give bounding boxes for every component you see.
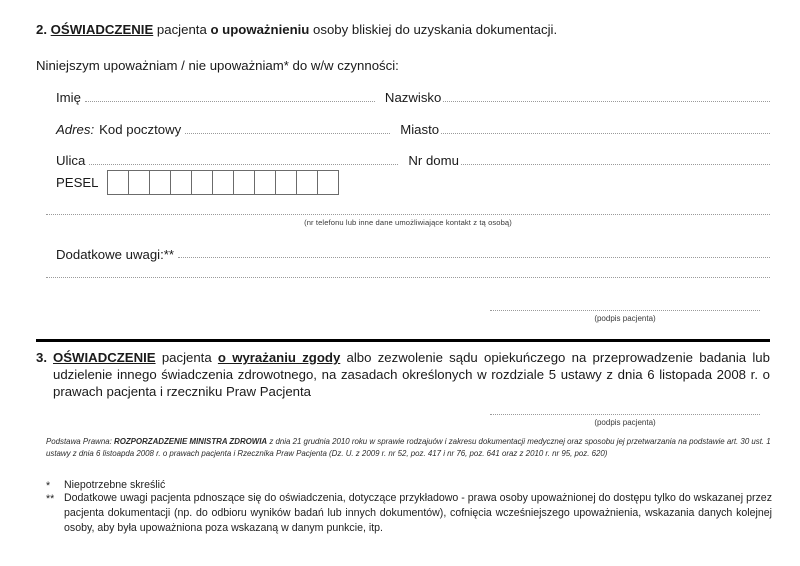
pesel-cell[interactable] bbox=[171, 171, 192, 194]
nr-domu-label: Nr domu bbox=[408, 153, 459, 169]
signature-caption-section-2: (podpis pacjenta) bbox=[594, 314, 656, 323]
dodatkowe-uwagi-input[interactable] bbox=[178, 257, 770, 258]
nr-domu-input[interactable] bbox=[461, 164, 770, 165]
field-row-name bbox=[56, 89, 770, 106]
nazwisko-input[interactable] bbox=[443, 101, 770, 102]
legal-act-name: ROZPORZADZENIE MINISTRA ZDROWIA bbox=[114, 437, 268, 446]
section-3-block bbox=[36, 350, 770, 401]
pesel-cell[interactable] bbox=[276, 171, 297, 194]
miasto-label: Miasto bbox=[400, 122, 440, 138]
kod-pocztowy-label: Kod pocztowy bbox=[99, 122, 182, 138]
pesel-cell[interactable] bbox=[108, 171, 129, 194]
miasto-input[interactable] bbox=[441, 133, 770, 134]
signature-caption-section-3: (podpis pacjenta) bbox=[594, 418, 656, 427]
pesel-cell[interactable] bbox=[297, 171, 318, 194]
imie-label: Imię bbox=[56, 90, 81, 106]
field-row-address bbox=[56, 121, 770, 138]
pesel-cell[interactable] bbox=[192, 171, 213, 194]
section-2-heading-tail: osoby bliskiej do uzyskania dokumentacji. bbox=[313, 22, 558, 37]
pesel-cell[interactable] bbox=[150, 171, 171, 194]
legal-line-1-tail: z dnia 21 grudnia 2010 roku w sprawie rodzajuów i zakresu dokumentacji medycznej oraz sposobu jej przetwarzania bbox=[269, 437, 676, 446]
legal-prefix: Podstawa Prawna: bbox=[46, 437, 112, 446]
legal-line-2: na podstawie art. 30 ust. 1 ustawy z dnia 6 listoapda 2008 r. o prawach pacjenta i Rzecznika Praw Pacjenta (Dz. U. z 2009 r. nr 52, poz. 417 i nr 76, poz. 641 oraz z 2010 r. nr 95, poz. 620) bbox=[46, 437, 771, 459]
pesel-label: PESEL bbox=[56, 175, 99, 190]
section-3-body: albo zezwolenie sądu opiekuńczego na przeprowadzenie badania lub udzielenie innego świadczenia zdrowotnego, na zasadach określonych w rozdziale 5 ustawy z dnia 6 listopada 2008 r. o prawach pacjenta i rzeczniku Praw Pacjenta bbox=[53, 350, 770, 399]
section-3-number: 3. bbox=[36, 350, 47, 365]
field-row-street bbox=[56, 152, 770, 169]
section-2-subline: Niniejszym upoważniam / nie upoważniam* do w/w czynności: bbox=[36, 58, 399, 73]
section-divider bbox=[36, 339, 770, 342]
section-3-heading-bold: o wyrażaniu zgody bbox=[217, 350, 341, 365]
signature-input-section-2[interactable] bbox=[490, 310, 760, 311]
kod-pocztowy-input[interactable] bbox=[185, 133, 390, 134]
footnote-text-1: Niepotrzebne skreślić bbox=[64, 479, 166, 491]
dodatkowe-uwagi-input-line-2[interactable] bbox=[46, 277, 770, 278]
section-2-keyword: OŚWIADCZENIE bbox=[50, 22, 154, 37]
field-row-remarks bbox=[56, 245, 770, 262]
section-2-heading bbox=[36, 22, 557, 39]
signature-input-section-3[interactable] bbox=[490, 414, 760, 415]
section-2-number: 2. bbox=[36, 22, 47, 37]
section-3-keyword: OŚWIADCZENIE bbox=[53, 350, 156, 365]
imie-input[interactable] bbox=[85, 101, 375, 102]
field-row-pesel bbox=[56, 170, 339, 195]
ulica-label: Ulica bbox=[56, 153, 86, 169]
phone-contact-input[interactable] bbox=[46, 214, 770, 215]
footnote-marker-1: * bbox=[46, 480, 51, 492]
nazwisko-label: Nazwisko bbox=[384, 90, 442, 106]
pesel-input-grid[interactable] bbox=[107, 170, 339, 195]
footnote-marker-2: ** bbox=[46, 493, 55, 505]
footnote-text-2: Dodatkowe uwagi pacjenta pdnoszące się do oświadczenia, dotyczące przykładowo - prawa osoby upoważnionej do dostępu tylko do wskazanej przez pacjenta dokumentacji (np. do odbioru wyników badań lub innych dokumentów), cofnięcia wcześniejszego upoważnienia, wskazania danych kolejnej osoby, aby była upoważniona poza wskazaną w danym punkcie, itp. bbox=[64, 492, 772, 535]
section-3-text bbox=[53, 350, 770, 401]
pesel-cell[interactable] bbox=[234, 171, 255, 194]
pesel-cell[interactable] bbox=[318, 171, 339, 194]
pesel-cell[interactable] bbox=[129, 171, 150, 194]
section-3-heading-mid: pacjenta bbox=[161, 350, 212, 365]
pesel-cell[interactable] bbox=[255, 171, 276, 194]
phone-contact-caption: (nr telefonu lub inne dane umożliwiające kontakt z tą osobą) bbox=[304, 218, 512, 227]
footnote-double-asterisk bbox=[46, 491, 772, 536]
legal-basis-footnote bbox=[46, 436, 772, 461]
signature-block-section-3 bbox=[490, 414, 760, 427]
section-2-heading-mid: pacjenta bbox=[156, 22, 207, 37]
dodatkowe-uwagi-label: Dodatkowe uwagi:** bbox=[56, 247, 175, 262]
adres-label: Adres: bbox=[56, 122, 95, 138]
signature-block-section-2 bbox=[490, 310, 760, 323]
section-2-heading-bold: o upoważnieniu bbox=[210, 22, 310, 37]
pesel-cell[interactable] bbox=[213, 171, 234, 194]
ulica-input[interactable] bbox=[89, 164, 398, 165]
